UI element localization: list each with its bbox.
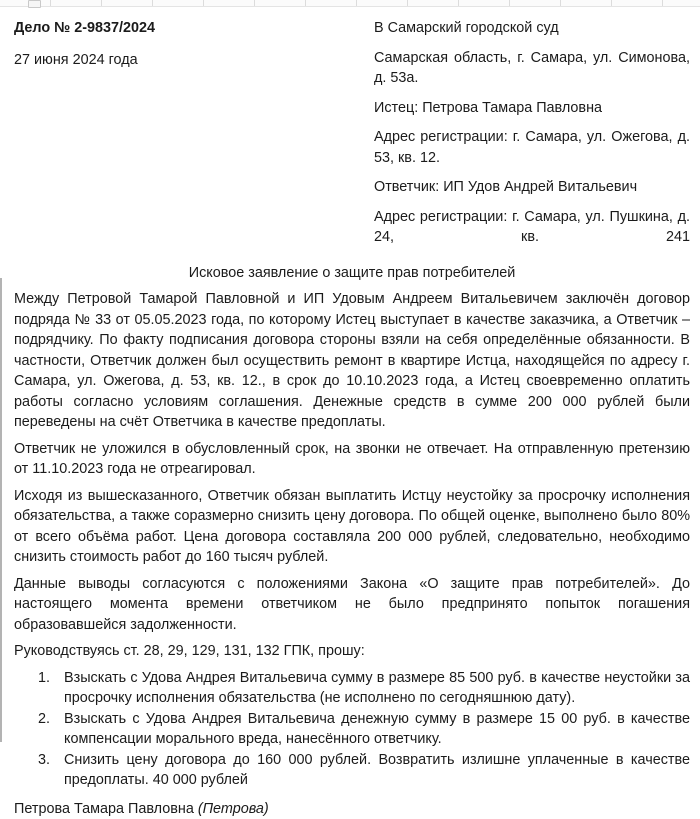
court-name: В Самарский городской суд: [374, 18, 690, 39]
body-paragraph-breach: Ответчик не уложился в обусловленный срок, на звонки не отвечает. На отправленную претензию от 11.10.2023 года не отреагировал.: [14, 439, 690, 480]
signature-name: Петрова Тамара Павловна: [14, 801, 194, 817]
document-title: Исковое заявление о защите прав потребителей: [14, 263, 690, 284]
document-header: [14, 18, 690, 257]
court-address: Самарская область, г. Самара, ул. Симонова, д. 53а.: [374, 48, 690, 89]
claims-list: [14, 668, 690, 791]
signature-script: (Петрова): [198, 801, 269, 817]
header-left-column: [14, 18, 354, 70]
filing-date: 27 июня 2024 года: [14, 50, 354, 71]
body-paragraph-plea: Руководствуясь ст. 28, 29, 129, 131, 132 ГПК, прошу:: [14, 641, 690, 662]
plaintiff-line: Истец: Петрова Тамара Павловна: [374, 98, 690, 119]
claim-item: [14, 750, 690, 791]
claim-item: [14, 668, 690, 709]
claim-text: Снизить цену договора до 160 000 рублей. Возвратить излишне уплаченные в качестве предоплаты. 40 000 рублей: [64, 750, 690, 791]
body-paragraph-contract: Между Петровой Тамарой Павловной и ИП Удовым Андреем Витальевичем заключён договор подряда № 33 от 05.05.2023 года, по которому Истец выступает в качестве заказчика, а Ответчик – подрядчику. По факту подписания договора стороны взяли на себя определённые обязанности. В частности, Ответчик должен был осуществить ремонт в квартире Истца, находящейся по адресу г. Самара, ул. Ожегова, д. 53, кв. 12., в срок до 10.10.2023 года, а Истец своевременно оплатить работы согласно условиям соглашения. Денежные средств в сумме 200 000 рублей были переведены на счёт Ответчика в качестве предоплаты.: [14, 289, 690, 433]
court-address-block: [374, 18, 690, 257]
claim-number: 2.: [38, 709, 64, 730]
defendant-address: Адрес регистрации: г. Самара, ул. Пушкина, д. 24, кв. 241: [374, 207, 690, 248]
claim-number: 1.: [38, 668, 64, 689]
case-number: Дело № 2-9837/2024: [14, 18, 354, 39]
body-paragraph-penalty: Исходя из вышесказанного, Ответчик обязан выплатить Истцу неустойку за просрочку исполнения обязательства, а также соразмерно снизить цену договора. По общей оценке, выполнено было 80% от всего объёма работ. Цена договора составляла 200 000 рублей, следовательно, необходимо снизить стоимость работ до 160 тысяч рублей.: [14, 486, 690, 568]
signature-line: [14, 799, 690, 819]
claim-item: [14, 709, 690, 750]
claim-number: 3.: [38, 750, 64, 771]
claim-text: Взыскать с Удова Андрея Витальевича сумму в размере 85 500 руб. в качестве неустойки за просрочку исполнения обязательства (не исполнено по сегодняшнюю дату).: [64, 668, 690, 709]
plaintiff-address: Адрес регистрации: г. Самара, ул. Ожегова, д. 53, кв. 12.: [374, 127, 690, 168]
defendant-line: Ответчик: ИП Удов Андрей Витальевич: [374, 177, 690, 198]
claim-text: Взыскать с Удова Андрея Витальевича денежную сумму в размере 15 00 руб. в качестве компенсации морального вреда, нанесённого ответчику.: [64, 709, 690, 750]
body-paragraph-law: Данные выводы согласуются с положениями Закона «О защите прав потребителей». До настоящего момента времени ответчиком не было предпринято попыток погашения образовавшейся задолженности.: [14, 574, 690, 636]
